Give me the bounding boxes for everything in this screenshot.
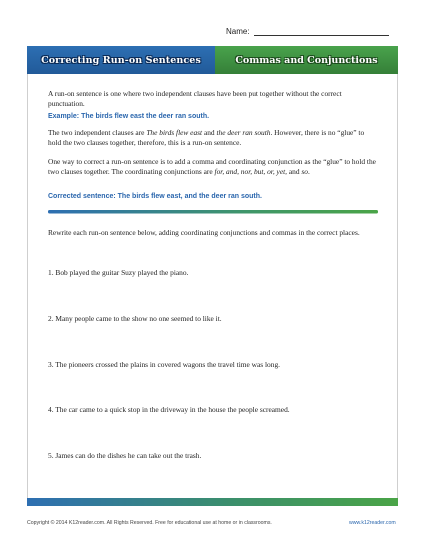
section-divider — [48, 209, 378, 215]
example-label: Example: — [48, 113, 80, 120]
example-text: The birds flew east the deer ran south. — [81, 113, 210, 120]
conjunctions-paragraph — [48, 157, 376, 178]
corrected-line — [48, 193, 378, 200]
clauses-paragraph — [48, 128, 376, 149]
corrected-text: The birds flew east, and the deer ran south. — [117, 193, 262, 200]
copyright-text: Copyright © 2014 K12reader.com. All Rights Reserved. Free for educational use at home or in classrooms. — [27, 520, 272, 526]
name-label: Name: — [226, 27, 250, 36]
clause-one: The birds flew east — [146, 128, 203, 137]
clause-two: the deer ran south — [216, 128, 271, 137]
exercise-item-5: 5. James can do the dishes he can take out the trash. — [48, 451, 202, 460]
conjunctions-text-1: One way to correct a run-on sentence is to add a comma and coordinating conjunction as the “glue” to hold the two clauses together. The coordinating conjunctions are — [48, 157, 376, 177]
bottom-color-bar — [27, 498, 398, 506]
name-line[interactable] — [254, 26, 389, 36]
conjunction-list: for, and, nor, but, or, yet, — [214, 167, 288, 177]
example-line — [48, 113, 378, 120]
clauses-text-2: and — [202, 128, 217, 137]
definition-paragraph: A run-on sentence is one where two independent clauses have been put together without the correct punctuation. — [48, 89, 342, 109]
exercise-item-2: 2. Many people came to the show no one seemed to like it. — [48, 314, 222, 323]
worksheet-title: Correcting Run-on Sentences — [41, 54, 201, 66]
exercise-item-1: 1. Bob played the guitar Suzy played the piano. — [48, 268, 189, 277]
exercise-item-4: 4. The car came to a quick stop in the driveway in the house the people screamed. — [48, 405, 290, 414]
exercise-item-3: 3. The pioneers crossed the plains in covered wagons the travel time was long. — [48, 360, 280, 369]
conjunctions-text-2: and — [287, 167, 302, 177]
name-field-row — [226, 26, 389, 36]
banner-title-panel — [27, 46, 215, 74]
worksheet-subtitle: Commas and Conjunctions — [235, 54, 378, 66]
worksheet-banner — [27, 46, 398, 74]
clauses-text-3: . However, there is no “glue” to hold the two clauses together, therefore, this is a run-on sentence. — [48, 128, 365, 148]
instructions-paragraph: Rewrite each run-on sentence below, adding coordinating conjunctions and commas in the correct places. — [48, 228, 360, 237]
corrected-label: Corrected sentence: — [48, 193, 116, 200]
clauses-text-1: The two independent clauses are — [48, 128, 147, 137]
conjunction-so: so — [301, 167, 308, 177]
website-link[interactable]: www.k12reader.com — [349, 520, 396, 526]
conjunctions-text-3: . — [307, 167, 310, 177]
banner-subtitle-panel — [215, 46, 398, 74]
